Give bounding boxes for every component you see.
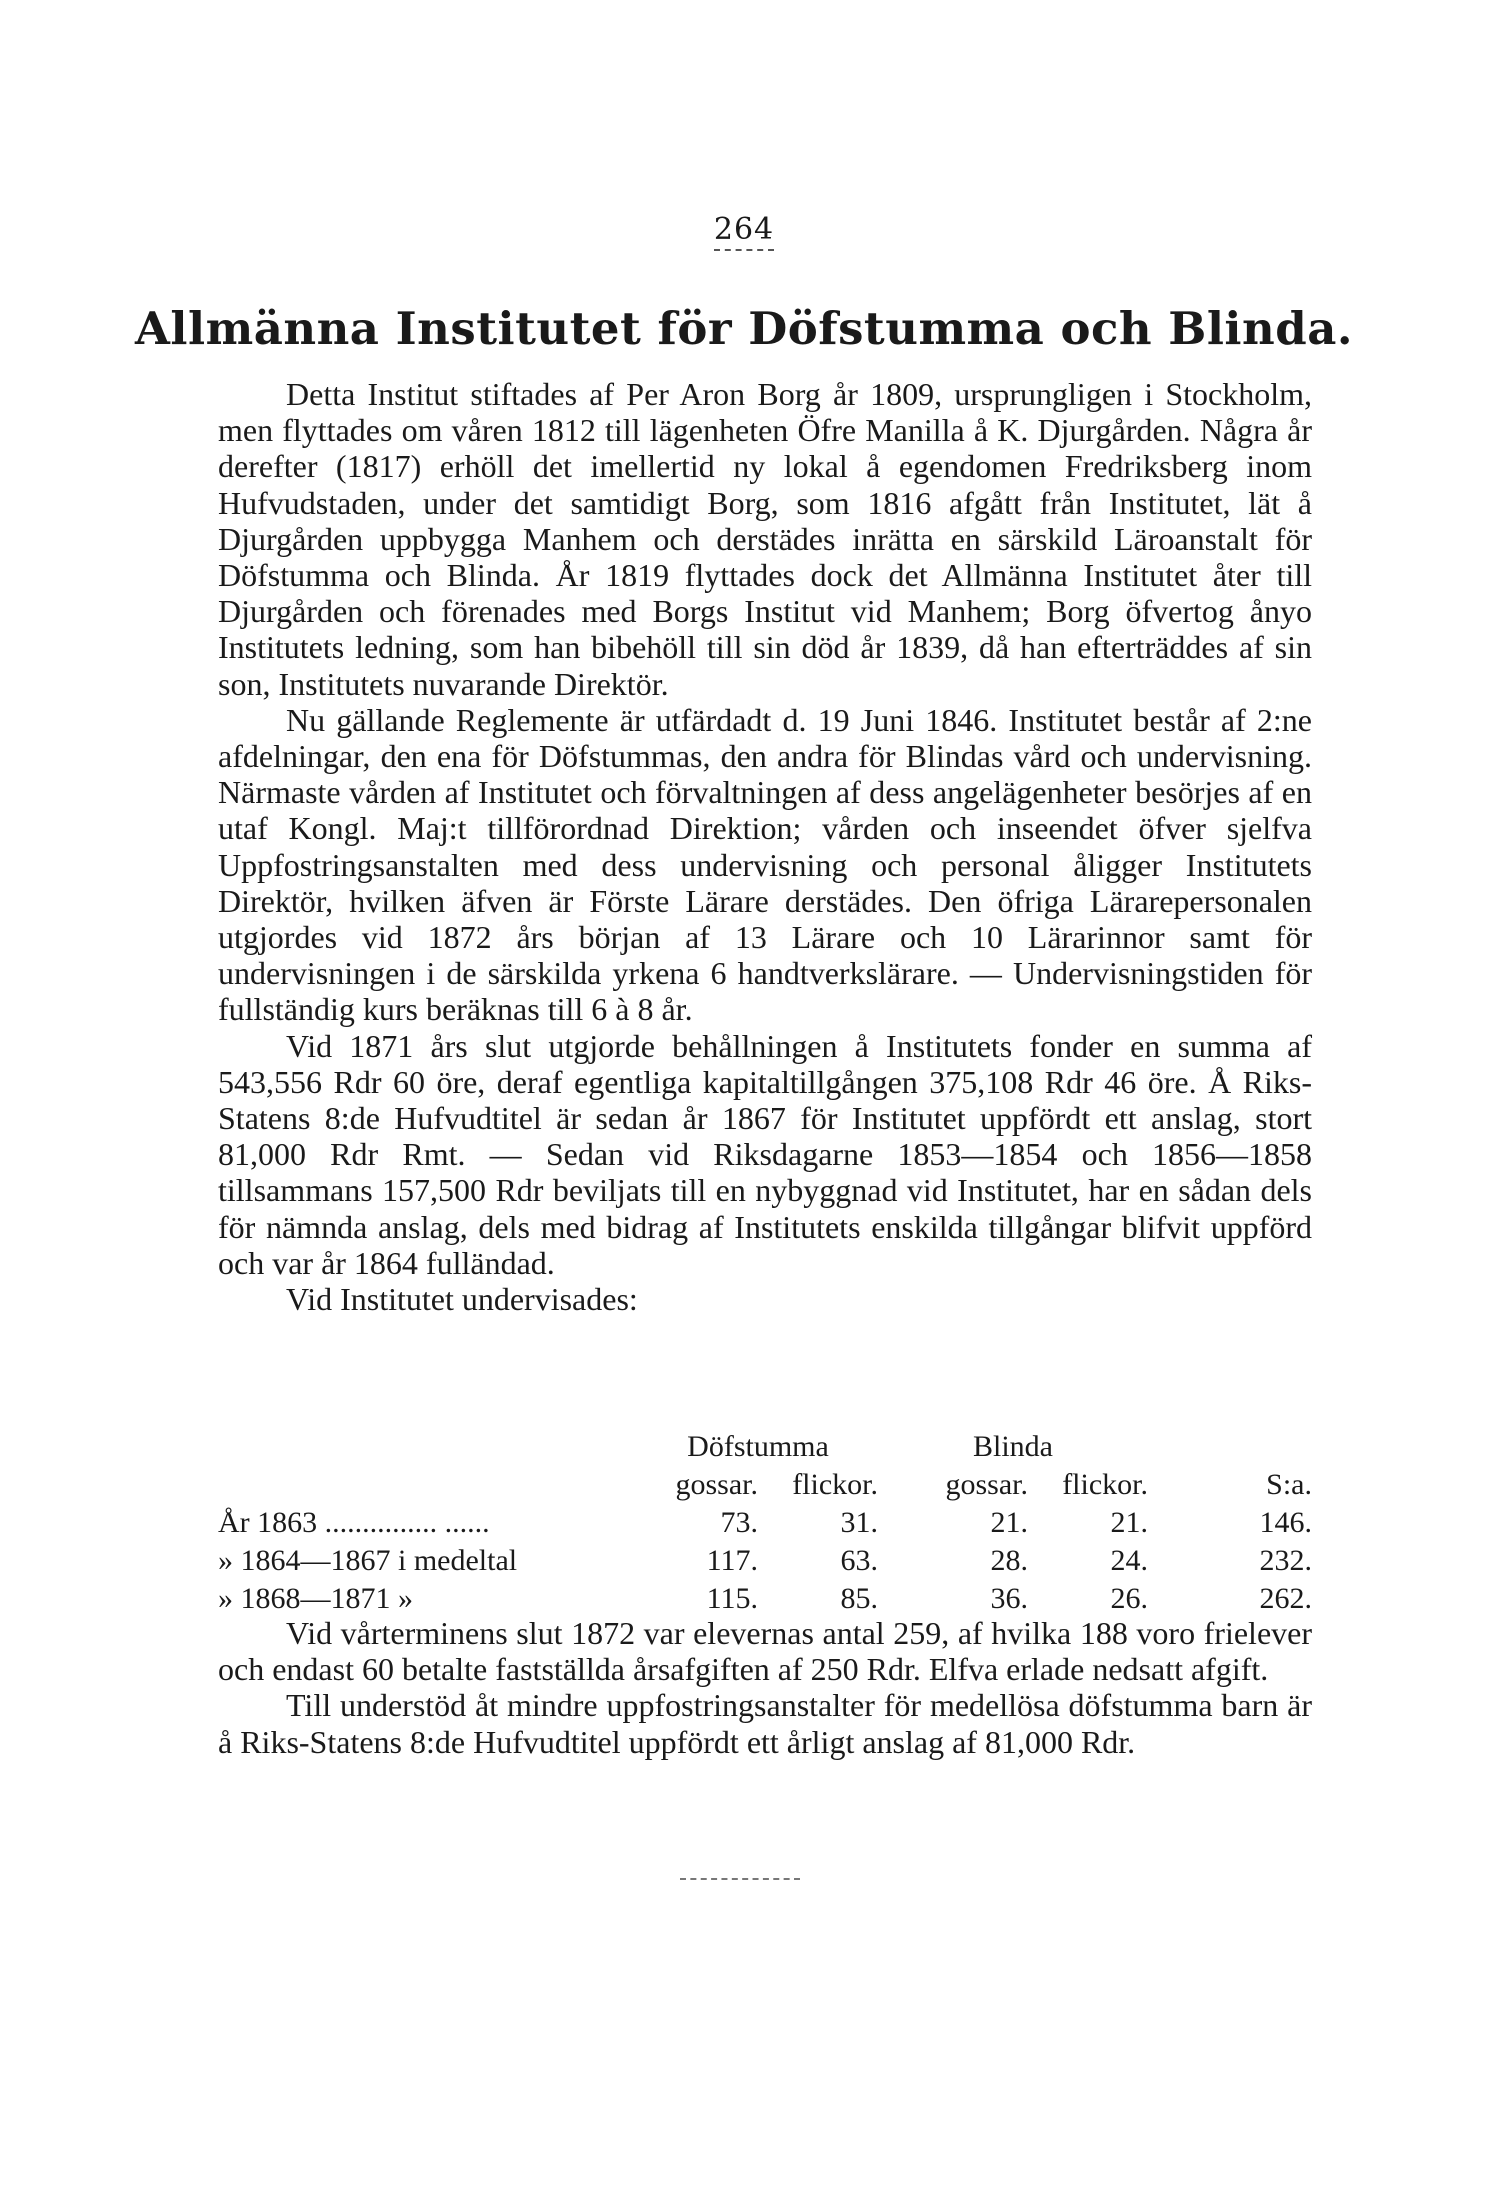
section-end-rule bbox=[680, 1878, 800, 1880]
paragraph-finances: Vid 1871 års slut utgjorde behållningen å Institutets fonder en summa af 543,556 Rdr 60 öre, deraf egentliga kapitaltillgången 375,108 Rdr 46 öre. Å Riks-Statens 8:de Hufvudtitel är sedan år 1867 för Institutet uppfördt ett anslag, stort 81,000 Rdr Rmt. — Sedan vid Riksdagarne 1853—1854 och 1856—1858 tillsammans 157,500 Rdr beviljats till en nybyggnad vid Institutet, har en sådan dels för nämnda anslag, dels med bidrag af Institutets enskilda tillgångar blifvit uppförd och var år 1864 fulländad. bbox=[218, 1027, 1312, 1281]
body-text bbox=[218, 376, 1312, 1317]
table-row-label: År 1863 ............... ...... bbox=[218, 1506, 490, 1539]
table-cell: 31. bbox=[840, 1506, 878, 1539]
table-row bbox=[218, 1502, 1312, 1540]
table-cell: 21. bbox=[990, 1506, 1028, 1539]
table-cell: 36. bbox=[990, 1582, 1028, 1615]
table-row-label: » 1864—1867 i medeltal bbox=[218, 1544, 518, 1577]
table-cell: 117. bbox=[706, 1544, 758, 1577]
table-cell: 28. bbox=[990, 1544, 1028, 1577]
paragraph-history: Detta Institut stiftades af Per Aron Borg år 1809, ursprungligen i Stockholm, men flyttades om våren 1812 till lägenheten Öfre Manilla å K. Djurgården. Några år derefter (1817) erhöll det imellertid ny lokal å egendomen Fredriksberg inom Hufvudstaden, under det samtidigt Borg, som 1816 afgått från Institutet, lät å Djurgården uppbygga Manhem och derstädes inrätta en särskild Läroanstalt för Döfstumma och Blinda. År 1819 flyttades dock det Allmänna Institutet åter till Djurgården och förenades med Borgs Institut vid Manhem; Borg öfvertog ånyo Institutets ledning, som han bibehöll till sin död år 1839, då han efterträddes af sin son, Institutets nuvarande Direktör. bbox=[218, 376, 1312, 702]
table-group-header: Blinda bbox=[973, 1430, 1053, 1463]
table-cell: 63. bbox=[840, 1544, 878, 1577]
table-cell: 26. bbox=[1110, 1582, 1148, 1615]
paragraph-support-grant: Till understöd åt mindre uppfostringsanstalter för medellösa döfstumma barn är å Riks-Statens 8:de Hufvudtitel uppfördt ett årligt anslag af 81,000 Rdr. bbox=[218, 1687, 1312, 1760]
students-table bbox=[218, 1426, 1312, 1616]
table-cell: 146. bbox=[1259, 1506, 1312, 1539]
table-cell: 73. bbox=[720, 1506, 758, 1539]
page-number: 264 bbox=[0, 212, 1488, 251]
closing-text bbox=[218, 1615, 1312, 1760]
page-title: Allmänna Institutet för Döfstumma och Blinda. bbox=[134, 302, 1354, 355]
table-group-header-row bbox=[218, 1426, 1312, 1464]
table-row bbox=[218, 1578, 1312, 1616]
table-subheader: gossar. bbox=[675, 1468, 758, 1501]
table-cell: 21. bbox=[1110, 1506, 1148, 1539]
table-row-label: » 1868—1871 » bbox=[218, 1582, 413, 1615]
table-subheader: S:a. bbox=[1266, 1468, 1312, 1501]
table-cell: 115. bbox=[706, 1582, 758, 1615]
table-cell: 232. bbox=[1259, 1544, 1312, 1577]
table-subheader: flickor. bbox=[792, 1468, 878, 1501]
paragraph-regulations: Nu gällande Reglemente är utfärdadt d. 19 Juni 1846. Institutet består af 2:ne afdelningar, den ena för Döfstummas, den andra för Blindas vård och undervisning. Närmaste vården af Institutet och förvaltningen af dess angelägenheter besörjes af en utaf Kongl. Maj:t tillförordnad Direktion; vården och inseendet öfver sjelfva Uppfostringsanstalten med dess undervisning och personal åligger Institutets Direktör, hvilken äfven är Förste Lärare derstädes. Den öfriga Lärarepersonalen utgjordes vid 1872 års början af 13 Lärare och 10 Lärarinnor samt för undervisningen i de särskilda yrkena 6 handtverkslärare. — Undervisningstiden för fullständig kurs beräknas till 6 à 8 år. bbox=[218, 701, 1312, 1028]
paragraph-taught-intro: Vid Institutet undervisades: bbox=[286, 1281, 638, 1318]
table-cell: 262. bbox=[1259, 1582, 1312, 1615]
table-cell: 24. bbox=[1110, 1544, 1148, 1577]
table-subheader: flickor. bbox=[1062, 1468, 1148, 1501]
table-cell: 85. bbox=[840, 1582, 878, 1615]
table-subheader: gossar. bbox=[945, 1468, 1028, 1501]
table-group-header: Döfstumma bbox=[687, 1430, 829, 1463]
table-subheader-row bbox=[218, 1464, 1312, 1502]
table-row bbox=[218, 1540, 1312, 1578]
paragraph-pupils-1872: Vid vårterminens slut 1872 var elevernas antal 259, af hvilka 188 voro frielever och endast 60 betalte fastställda årsafgiften af 250 Rdr. Elfva erlade nedsatt afgift. bbox=[218, 1615, 1312, 1688]
